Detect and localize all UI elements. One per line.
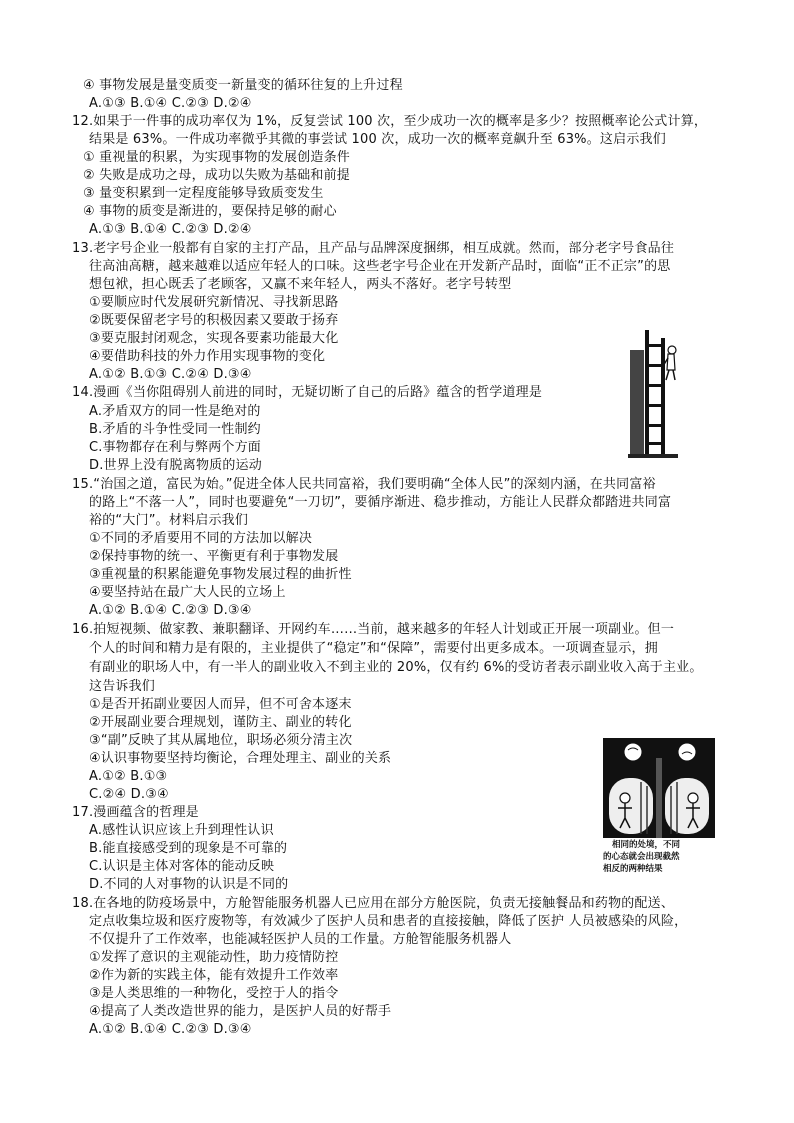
- q13-stem-line2: 往高油高糖，越来越难以适应年轻人的口味。这些老字号企业在开发新产品时，面临“正不正宗”的思: [89, 259, 671, 274]
- q15-option-1: ①不同的矛盾要用不同的方法加以解决: [89, 531, 313, 546]
- q16-option-1: ①是否开拓副业要因人而异，但不可舍本逐末: [89, 697, 352, 712]
- q17-cartoon-caption-line3: 相反的两种结果: [603, 864, 663, 874]
- q16-option-4: ④认识事物要坚持均衡论，合理处理主、副业的关系: [89, 751, 392, 766]
- q14-stem: 14.漫画《当你阻碍别人前进的同时，无疑切断了自己的后路》蕴含的哲学道理是: [72, 385, 543, 400]
- q13-stem-line3: 想包袱，担心既丢了老顾客，又赢不来年轻人，两头不落好。老字号转型: [89, 277, 512, 292]
- q17-cartoon: [603, 738, 715, 838]
- q17-cartoon-caption-line2: 的心态就会出现截然: [603, 852, 680, 862]
- q14-option-c: C.事物都存在利与弊两个方面: [89, 440, 262, 455]
- q16-option-2: ②开展副业要合理规划，谨防主、副业的转化: [89, 715, 352, 730]
- q16-choices-row2: C.②④ D.③④: [89, 787, 169, 802]
- q15-choices: A.①② B.①④ C.②③ D.③④: [89, 603, 252, 618]
- q15-stem-line3: 裕的“大门”。材料启示我们: [89, 513, 249, 528]
- q18-stem-line2: 定点收集垃圾和医疗废物等，有效减少了医护人员和患者的直接接触，降低了医护 人员被感染的风险，: [89, 914, 688, 929]
- q12-option-1: ① 重视量的积累，为实现事物的发展创造条件: [83, 150, 350, 165]
- q12-stem-line1: 12.如果于一件事的成功率仅为 1%，反复尝试 100 次，至少成功一次的概率是多少？按照概率论公式计算，: [72, 114, 708, 129]
- q12-option-3: ③ 量变积累到一定程度能够导致质变发生: [83, 186, 324, 201]
- q17-stem: 17.漫画蕴含的哲理是: [72, 805, 199, 820]
- q15-option-2: ②保持事物的统一、平衡更有利于事物发展: [89, 549, 339, 564]
- q13-option-4: ④要借助科技的外力作用实现事物的变化: [89, 349, 326, 364]
- q17-option-c: C.认识是主体对客体的能动反映: [89, 859, 275, 874]
- q12-choices: A.①③ B.①④ C.②③ D.②④: [89, 222, 252, 237]
- q11-option-4: ④ 事物发展是量变质变一新量变的循环往复的上升过程: [83, 78, 403, 93]
- q14-option-a: A.矛盾双方的同一性是绝对的: [89, 404, 261, 419]
- q18-option-1: ①发挥了意识的主观能动性，助力疫情防控: [89, 950, 339, 965]
- q13-option-1: ①要顺应时代发展研究新情况、寻找新思路: [89, 295, 339, 310]
- q17-option-a: A.感性认识应该上升到理性认识: [89, 823, 274, 838]
- q18-option-4: ④提高了人类改造世界的能力，是医护人员的好帮手: [89, 1004, 392, 1019]
- q14-option-d: D.世界上没有脱离物质的运动: [89, 458, 262, 473]
- q18-option-2: ②作为新的实践主体，能有效提升工作效率: [89, 968, 339, 983]
- q17-option-d: D.不同的人对事物的认识是不同的: [89, 877, 289, 892]
- q14-option-b: B.矛盾的斗争性受同一性制约: [89, 422, 261, 437]
- q18-choices: A.①② B.①④ C.②③ D.③④: [89, 1022, 252, 1037]
- q16-option-3: ③“副”反映了其从属地位，职场必须分清主次: [89, 733, 353, 748]
- q15-option-4: ④要坚持站在最广大人民的立场上: [89, 585, 286, 600]
- q13-option-2: ②既要保留老字号的积极因素又要敢于扬弃: [89, 313, 339, 328]
- q12-stem-line2: 结果是 63%。一件成功率微乎其微的事尝试 100 次，成功一次的概率竟飙升至 63%。这启示我们: [89, 132, 666, 147]
- q18-option-3: ③是人类思维的一种物化，受控于人的指令: [89, 986, 339, 1001]
- q18-stem-line1: 18.在各地的防疫场景中，方舱智能服务机器人已应用在部分方舱医院，负责无接触餐品和药物的配送、: [72, 896, 675, 911]
- q16-stem-line4: 这告诉我们: [89, 679, 156, 694]
- q14-ladder-cartoon: [628, 328, 678, 458]
- q17-option-b: B.能直接感受到的现象是不可靠的: [89, 841, 288, 856]
- q12-option-4: ④ 事物的质变是渐进的，要保持足够的耐心: [83, 204, 337, 219]
- q16-choices-row1: A.①② B.①③: [89, 769, 168, 784]
- q15-stem-line1: 15.“治国之道，富民为始。”促进全体人民共同富裕，我们要明确“全体人民”的深刻内涵，在共同富裕: [72, 477, 656, 492]
- q16-stem-line2: 个人的时间和精力是有限的，主业提供了“稳定”和“保障”，需要付出更多成本。一项调查显示，拥: [89, 641, 658, 656]
- q11-choices: A.①③ B.①④ C.②③ D.②④: [89, 96, 252, 111]
- q13-stem-line1: 13.老字号企业一般都有自家的主打产品，且产品与品牌深度捆绑，相互成就。然而，部分老字号食品往: [72, 241, 675, 256]
- q12-option-2: ② 失败是成功之母，成功以失败为基础和前提: [83, 168, 350, 183]
- q17-cartoon-caption-line1: 相同的处境，不同: [612, 840, 681, 850]
- q15-stem-line2: 的路上“不落一人”，同时也要避免“一刀切”，要循序渐进、稳步推动，方能让人民群众都踏进共同富: [89, 495, 672, 510]
- q15-option-3: ③重视量的积累能避免事物发展过程的曲折性: [89, 567, 352, 582]
- q16-stem-line3: 有副业的职场人中，有一半人的副业收入不到主业的 20%，仅有约 6%的受访者表示副业收入高于主业。: [89, 660, 703, 675]
- q13-option-3: ③要克服封闭观念，实现各要素功能最大化: [89, 331, 339, 346]
- q18-stem-line3: 不仅提升了工作效率，也能减轻医护人员的工作量。方舱智能服务机器人: [89, 932, 512, 947]
- q16-stem-line1: 16.拍短视频、做家教、兼职翻译、开网约车……当前，越来越多的年轻人计划或正开展一项副业。但一: [72, 622, 675, 637]
- q13-choices: A.①② B.①③ C.②④ D.③④: [89, 367, 252, 382]
